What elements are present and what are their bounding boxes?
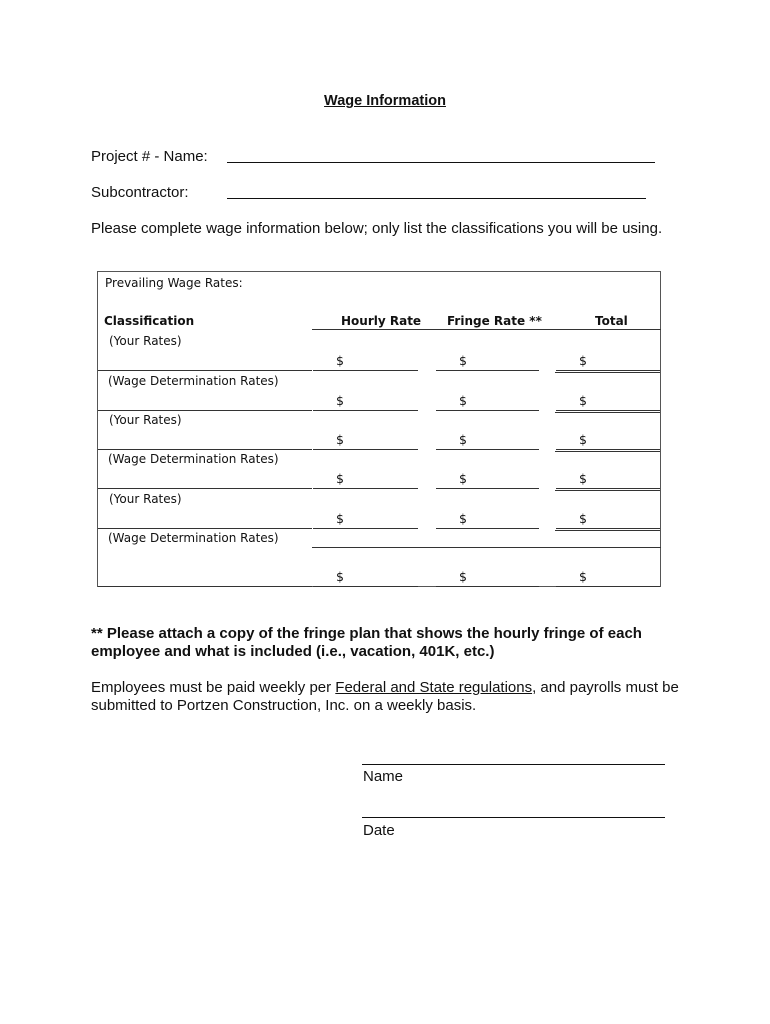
classification-field[interactable] bbox=[98, 449, 312, 450]
row-separator bbox=[555, 490, 660, 491]
fringe-rate-dollar: $ bbox=[459, 569, 467, 584]
header-row-rule bbox=[312, 329, 661, 330]
row-label: (Your Rates) bbox=[109, 413, 182, 427]
fringe-rate-field[interactable] bbox=[436, 528, 539, 529]
total-rate-field[interactable] bbox=[556, 449, 660, 450]
total-rate-dollar: $ bbox=[579, 569, 587, 584]
total-rate-dollar: $ bbox=[579, 393, 587, 408]
table-heading: Prevailing Wage Rates: bbox=[105, 276, 243, 290]
name-signature-line[interactable] bbox=[362, 764, 665, 765]
fringe-rate-dollar: $ bbox=[459, 432, 467, 447]
classification-field[interactable] bbox=[98, 370, 312, 371]
row-separator bbox=[555, 530, 660, 531]
hourly-rate-dollar: $ bbox=[336, 353, 344, 368]
total-rate-dollar: $ bbox=[579, 471, 587, 486]
total-rate-field[interactable] bbox=[556, 370, 660, 371]
column-header-total: Total bbox=[595, 314, 628, 328]
row-separator bbox=[555, 412, 660, 413]
total-rate-field[interactable] bbox=[556, 528, 660, 529]
total-rate-dollar: $ bbox=[579, 511, 587, 526]
hourly-rate-field[interactable] bbox=[313, 586, 418, 587]
fringe-rate-dollar: $ bbox=[459, 353, 467, 368]
classification-field[interactable] bbox=[98, 410, 312, 411]
fringe-rate-field[interactable] bbox=[436, 410, 539, 411]
row-label: (Wage Determination Rates) bbox=[108, 374, 279, 388]
fringe-rate-dollar: $ bbox=[459, 393, 467, 408]
date-label: Date bbox=[363, 822, 395, 839]
hourly-rate-field[interactable] bbox=[313, 370, 418, 371]
regulations-link[interactable]: Federal and State regulations bbox=[335, 679, 533, 696]
total-rate-field[interactable] bbox=[556, 410, 660, 411]
total-rate-field[interactable] bbox=[556, 586, 660, 587]
hourly-rate-field[interactable] bbox=[313, 449, 418, 450]
fringe-plan-note: ** Please attach a copy of the fringe plan that shows the hourly fringe of each employee and what is included (i.e., vacation, 401K, etc.) bbox=[91, 625, 642, 660]
total-rate-dollar: $ bbox=[579, 353, 587, 368]
fringe-rate-field[interactable] bbox=[436, 488, 539, 489]
project-name-field[interactable] bbox=[227, 162, 655, 163]
hourly-rate-dollar: $ bbox=[336, 511, 344, 526]
fringe-rate-field[interactable] bbox=[436, 586, 539, 587]
hourly-rate-field[interactable] bbox=[313, 410, 418, 411]
total-rate-field[interactable] bbox=[556, 488, 660, 489]
date-signature-line[interactable] bbox=[362, 817, 665, 818]
hourly-rate-dollar: $ bbox=[336, 393, 344, 408]
row-separator bbox=[312, 547, 661, 548]
hourly-rate-dollar: $ bbox=[336, 471, 344, 486]
row-label: (Your Rates) bbox=[109, 334, 182, 348]
payroll-note-text-start: Employees must be paid weekly per bbox=[91, 679, 336, 696]
column-header-fringe-rate: Fringe Rate ** bbox=[447, 314, 542, 328]
page-title: Wage Information bbox=[324, 93, 446, 109]
fringe-rate-field[interactable] bbox=[436, 449, 539, 450]
classification-field[interactable] bbox=[98, 488, 312, 489]
subcontractor-label: Subcontractor: bbox=[91, 184, 189, 201]
column-header-hourly-rate: Hourly Rate bbox=[341, 314, 422, 328]
classification-field[interactable] bbox=[98, 528, 312, 529]
fringe-rate-field[interactable] bbox=[436, 370, 539, 371]
fringe-rate-dollar: $ bbox=[459, 471, 467, 486]
row-separator bbox=[555, 372, 660, 373]
row-label: (Your Rates) bbox=[109, 492, 182, 506]
subcontractor-field[interactable] bbox=[227, 198, 646, 199]
name-label: Name bbox=[363, 768, 404, 785]
instructions-text: Please complete wage information below; only list the classifications you will be using. bbox=[91, 220, 663, 237]
row-label: (Wage Determination Rates) bbox=[108, 531, 279, 545]
row-label: (Wage Determination Rates) bbox=[108, 452, 279, 466]
payroll-note-text-end: , and payrolls must be submitted to Portzen Construction, Inc. on a weekly basis. bbox=[91, 679, 679, 714]
fringe-rate-dollar: $ bbox=[459, 511, 467, 526]
hourly-rate-field[interactable] bbox=[313, 528, 418, 529]
classification-field[interactable] bbox=[98, 586, 312, 587]
row-separator bbox=[555, 451, 660, 452]
hourly-rate-dollar: $ bbox=[336, 432, 344, 447]
column-header-classification: Classification bbox=[104, 314, 195, 328]
table-right-border bbox=[660, 330, 661, 587]
hourly-rate-field[interactable] bbox=[313, 488, 418, 489]
total-rate-dollar: $ bbox=[579, 432, 587, 447]
payroll-note bbox=[91, 679, 691, 715]
project-name-label: Project # - Name: bbox=[91, 148, 208, 165]
hourly-rate-dollar: $ bbox=[336, 569, 344, 584]
